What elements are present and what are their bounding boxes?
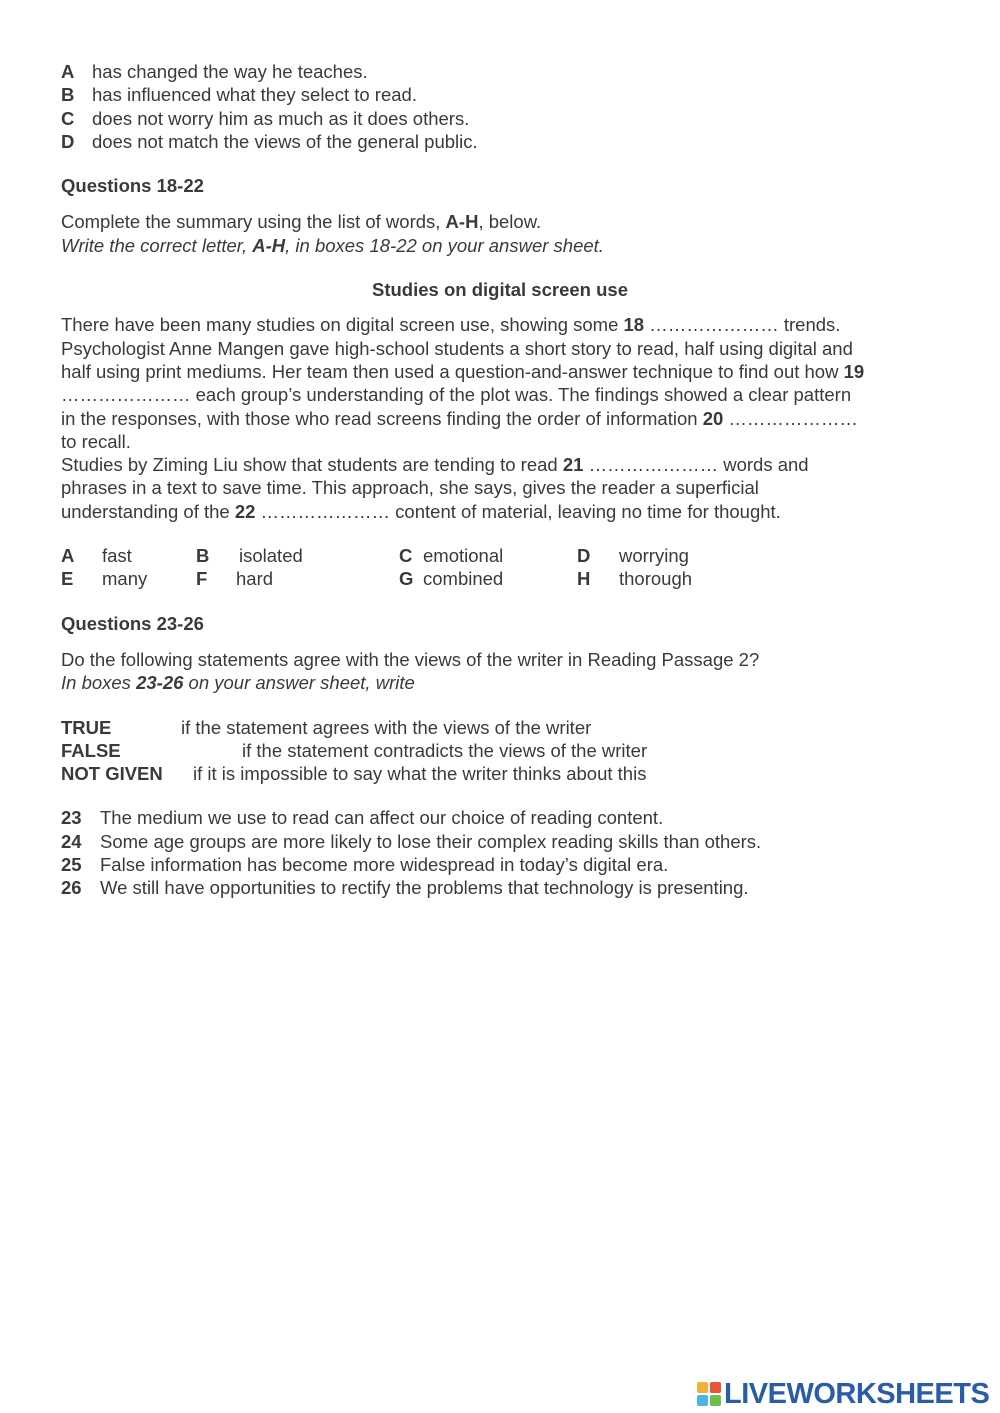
questions-23-26-heading: Questions 23-26 [61,612,204,634]
questions-18-22-heading: Questions 18-22 [61,175,204,197]
instruction-write-letter: Write the correct letter, A-H, in boxes 18-22 on your answer sheet. [61,234,604,256]
liveworksheets-logo [697,1379,989,1409]
option-a: A has changed the way he teaches. [61,61,368,82]
statement-25: 25 False information has become more widespread in today’s digital era. [61,854,669,876]
logo-text: LIVEWORKSHEETS [724,1377,990,1410]
statement-26: 26 We still have opportunities to rectify the problems that technology is presenting. [61,877,749,899]
instruction-complete-summary: Complete the summary using the list of words, A-H, below. [61,211,542,233]
previous-options [61,60,941,153]
gap-22-number: 22 [234,500,256,522]
instruction-agree: Do the following statements agree with the views of the writer in Reading Passage 2? [61,648,760,670]
true-false-key [61,716,941,786]
gap-19-number: 19 [843,360,865,382]
word-box-row: E many F hard G combined H thorough [61,568,693,590]
word-box [61,544,941,591]
statements-list [61,806,941,899]
gap-20-number: 20 [702,407,724,429]
gap-22[interactable]: ………………… [260,500,391,522]
instruction-in-boxes: In boxes 23-26 on your answer sheet, write [61,672,415,694]
word-box-row: A fast B isolated C emotional D worrying [61,545,689,567]
gap-19[interactable]: ………………… [61,384,191,406]
key-false: FALSE if the statement contradicts the views of the writer [61,739,648,761]
summary-paragraph-2: Studies by Ziming Liu show that students are tending to read 21 ………………… words and phrases in a text to save time. This approach, she says, gives the reader a superficial understanding of the 22 ………………… content of material, leaving no time for thought. [61,454,809,522]
option-b: B has influenced what they select to read. [61,84,417,106]
key-not-given: NOT GIVEN if it is impossible to say what the writer thinks about this [61,763,647,785]
statement-23: 23 The medium we use to read can affect our choice of reading content. [61,807,664,829]
logo-mark-icon [697,1382,721,1406]
option-c: C does not worry him as much as it does others. [61,107,470,129]
gap-18-number: 18 [623,314,645,336]
summary-paragraph-1: There have been many studies on digital screen use, showing some 18 ………………… trends. Psychologist Anne Mangen gave high-school students a short story to read, half using digital and half using print mediums. Her team then used a question-and-answer technique to find out how 19 ………………… each group’s understanding of the plot was. The findings showed a clear pattern in the responses, with those who read screens finding the order of information 20 ………………… to recall. [61,314,865,452]
gap-18[interactable]: ………………… [649,314,779,336]
gap-21-number: 21 [562,454,584,476]
gap-20[interactable]: ………………… [728,407,858,429]
key-true: TRUE if the statement agrees with the views of the writer [61,716,592,738]
gap-21[interactable]: ………………… [588,454,719,476]
worksheet-page [61,60,941,900]
statement-24: 24 Some age groups are more likely to lose their complex reading skills than others. [61,830,762,852]
option-d: D does not match the views of the general public. [61,130,478,152]
summary-title: Studies on digital screen use [372,279,628,301]
